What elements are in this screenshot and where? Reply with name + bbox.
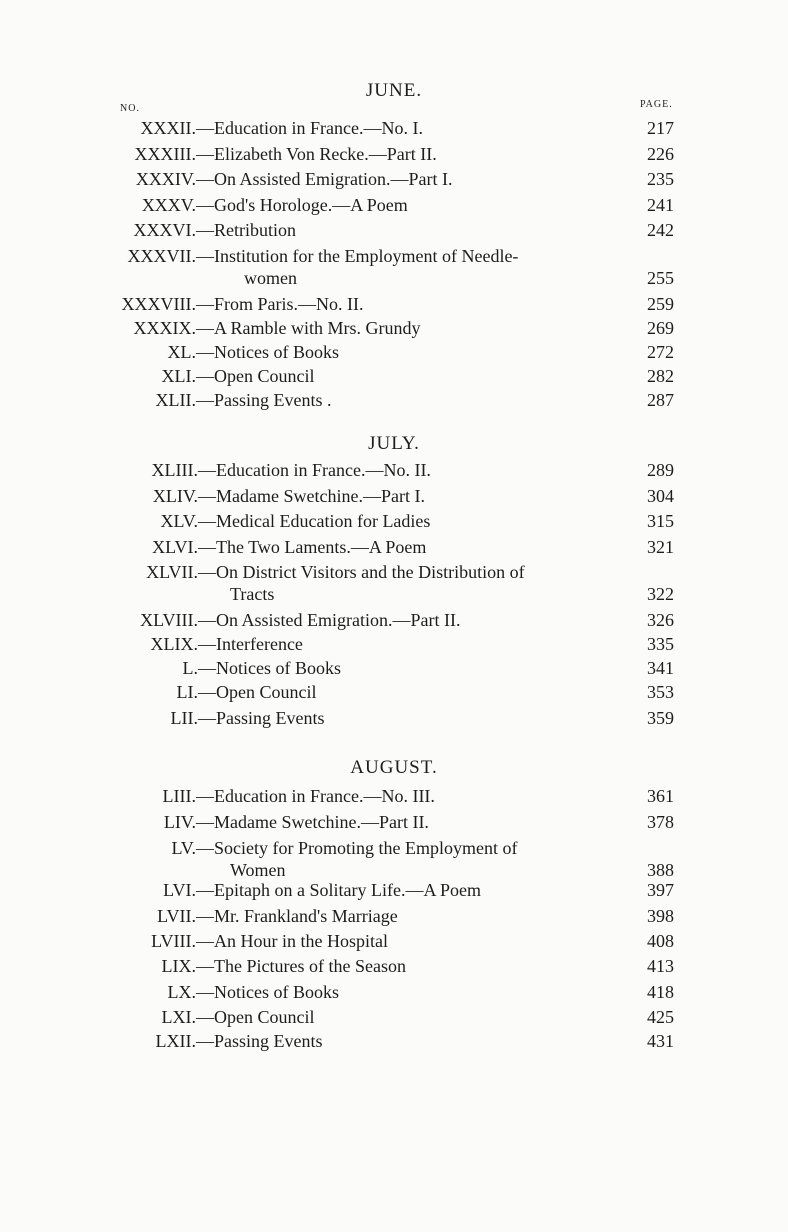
entry-number: LXI. bbox=[161, 1007, 196, 1027]
entry-title: —Medical Education for Ladies bbox=[198, 511, 431, 531]
entry-page: 315 bbox=[647, 511, 674, 531]
entry-page: 282 bbox=[647, 366, 674, 386]
entry-title: —An Hour in the Hospital bbox=[196, 931, 388, 951]
entry-page: 241 bbox=[647, 195, 674, 215]
entry-number: XLVI. bbox=[152, 537, 198, 557]
entry-page: 304 bbox=[647, 486, 674, 506]
month-heading-august: AUGUST. bbox=[350, 757, 438, 778]
entry-number: XLII. bbox=[155, 390, 196, 410]
entry-title: —On Assisted Emigration.—Part II. bbox=[198, 610, 461, 630]
entry-title: —Passing Events bbox=[196, 1031, 323, 1051]
entry-page: 269 bbox=[647, 318, 674, 338]
entry-number: XXXVI. bbox=[133, 220, 196, 240]
entry-number: XLVIII. bbox=[140, 610, 198, 630]
entry-page: 425 bbox=[647, 1007, 674, 1027]
entry-title: —Notices of Books bbox=[196, 342, 339, 362]
entry-number: LIV. bbox=[163, 812, 196, 832]
entry-title-continued: Women bbox=[230, 860, 286, 880]
entry-number: XLI. bbox=[161, 366, 196, 386]
entry-number: XXXV. bbox=[141, 195, 196, 215]
entry-page: 322 bbox=[647, 584, 674, 604]
entry-page: 413 bbox=[647, 956, 674, 976]
entry-number: XXXIX. bbox=[133, 318, 196, 338]
entry-title: —The Pictures of the Season bbox=[196, 956, 406, 976]
entry-page: 418 bbox=[647, 982, 674, 1002]
entry-title: —On District Visitors and the Distribution of bbox=[198, 562, 525, 582]
entry-page: 388 bbox=[647, 860, 674, 880]
entry-page: 242 bbox=[647, 220, 674, 240]
entry-number: LV. bbox=[171, 838, 196, 858]
number-column-header: NO. bbox=[120, 103, 140, 114]
entry-page: 353 bbox=[647, 682, 674, 702]
entry-page: 335 bbox=[647, 634, 674, 654]
entry-title: —Open Council bbox=[196, 1007, 315, 1027]
entry-page: 226 bbox=[647, 144, 674, 164]
entry-title: —Madame Swetchine.—Part I. bbox=[198, 486, 425, 506]
entry-page: 321 bbox=[647, 537, 674, 557]
entry-number: XLIV. bbox=[152, 486, 198, 506]
entry-number: LI. bbox=[176, 682, 198, 702]
month-heading-june: JUNE. bbox=[365, 80, 423, 101]
entry-title: —Education in France.—No. I. bbox=[196, 118, 423, 138]
entry-title: —Interference bbox=[198, 634, 303, 654]
entry-number: L. bbox=[182, 658, 198, 678]
entry-title: —Education in France.—No. III. bbox=[196, 786, 435, 806]
entry-title: —God's Horologe.—A Poem bbox=[196, 195, 408, 215]
entry-title: —Mr. Frankland's Marriage bbox=[196, 906, 398, 926]
entry-page: 408 bbox=[647, 931, 674, 951]
entry-number: LIII. bbox=[162, 786, 196, 806]
entry-title: —A Ramble with Mrs. Grundy bbox=[196, 318, 421, 338]
entry-number: XXXVII. bbox=[127, 246, 196, 266]
entry-number: LIX. bbox=[161, 956, 196, 976]
entry-page: 235 bbox=[647, 169, 674, 189]
entry-page: 378 bbox=[647, 812, 674, 832]
entry-page: 272 bbox=[647, 342, 674, 362]
entry-number: LX. bbox=[167, 982, 196, 1002]
entry-number: XLV. bbox=[160, 511, 198, 531]
entry-number: XLVII. bbox=[146, 562, 198, 582]
entry-title: —On Assisted Emigration.—Part I. bbox=[196, 169, 453, 189]
entry-title: —Institution for the Employment of Needle- bbox=[196, 246, 519, 266]
entry-page: 361 bbox=[647, 786, 674, 806]
entry-title: —Madame Swetchine.—Part II. bbox=[196, 812, 429, 832]
entry-title: —Elizabeth Von Recke.—Part II. bbox=[196, 144, 437, 164]
entry-page: 217 bbox=[647, 118, 674, 138]
entry-title: —Epitaph on a Solitary Life.—A Poem bbox=[196, 880, 481, 900]
entry-number: XXXVIII. bbox=[121, 294, 196, 314]
entry-title: —Notices of Books bbox=[198, 658, 341, 678]
entry-title: —From Paris.—No. II. bbox=[196, 294, 364, 314]
entry-number: LII. bbox=[170, 708, 198, 728]
entry-title: —Society for Promoting the Employment of bbox=[196, 838, 518, 858]
entry-title: —Open Council bbox=[196, 366, 315, 386]
entry-page: 259 bbox=[647, 294, 674, 314]
entry-title: —The Two Laments.—A Poem bbox=[198, 537, 427, 557]
entry-number: XXXIV. bbox=[135, 169, 196, 189]
entry-page: 255 bbox=[647, 268, 674, 288]
entry-page: 287 bbox=[647, 390, 674, 410]
entry-title: —Education in France.—No. II. bbox=[198, 460, 431, 480]
entry-page: 341 bbox=[647, 658, 674, 678]
entry-number: LXII. bbox=[155, 1031, 196, 1051]
entry-title: —Notices of Books bbox=[196, 982, 339, 1002]
entry-page: 326 bbox=[647, 610, 674, 630]
entry-page: 398 bbox=[647, 906, 674, 926]
entry-number: LVI. bbox=[163, 880, 196, 900]
entry-number: XLIII. bbox=[151, 460, 198, 480]
entry-page: 289 bbox=[647, 460, 674, 480]
entry-title: —Open Council bbox=[198, 682, 317, 702]
entry-page: 359 bbox=[647, 708, 674, 728]
entry-title-continued: Tracts bbox=[230, 584, 275, 604]
entry-number: XLIX. bbox=[150, 634, 198, 654]
entry-title: —Passing Events bbox=[198, 708, 325, 728]
entry-number: XXXII. bbox=[140, 118, 196, 138]
entry-title: —Passing Events . bbox=[196, 390, 332, 410]
entry-number: LVII. bbox=[157, 906, 196, 926]
entry-title-continued: women bbox=[244, 268, 297, 288]
entry-page: 431 bbox=[647, 1031, 674, 1051]
entry-title: —Retribution bbox=[196, 220, 296, 240]
entry-number: XL. bbox=[167, 342, 196, 362]
entry-number: XXXIII. bbox=[134, 144, 196, 164]
page-column-header: PAGE. bbox=[640, 99, 673, 110]
entry-number: LVIII. bbox=[151, 931, 196, 951]
entry-page: 397 bbox=[647, 880, 674, 900]
month-heading-july: JULY. bbox=[368, 433, 420, 454]
